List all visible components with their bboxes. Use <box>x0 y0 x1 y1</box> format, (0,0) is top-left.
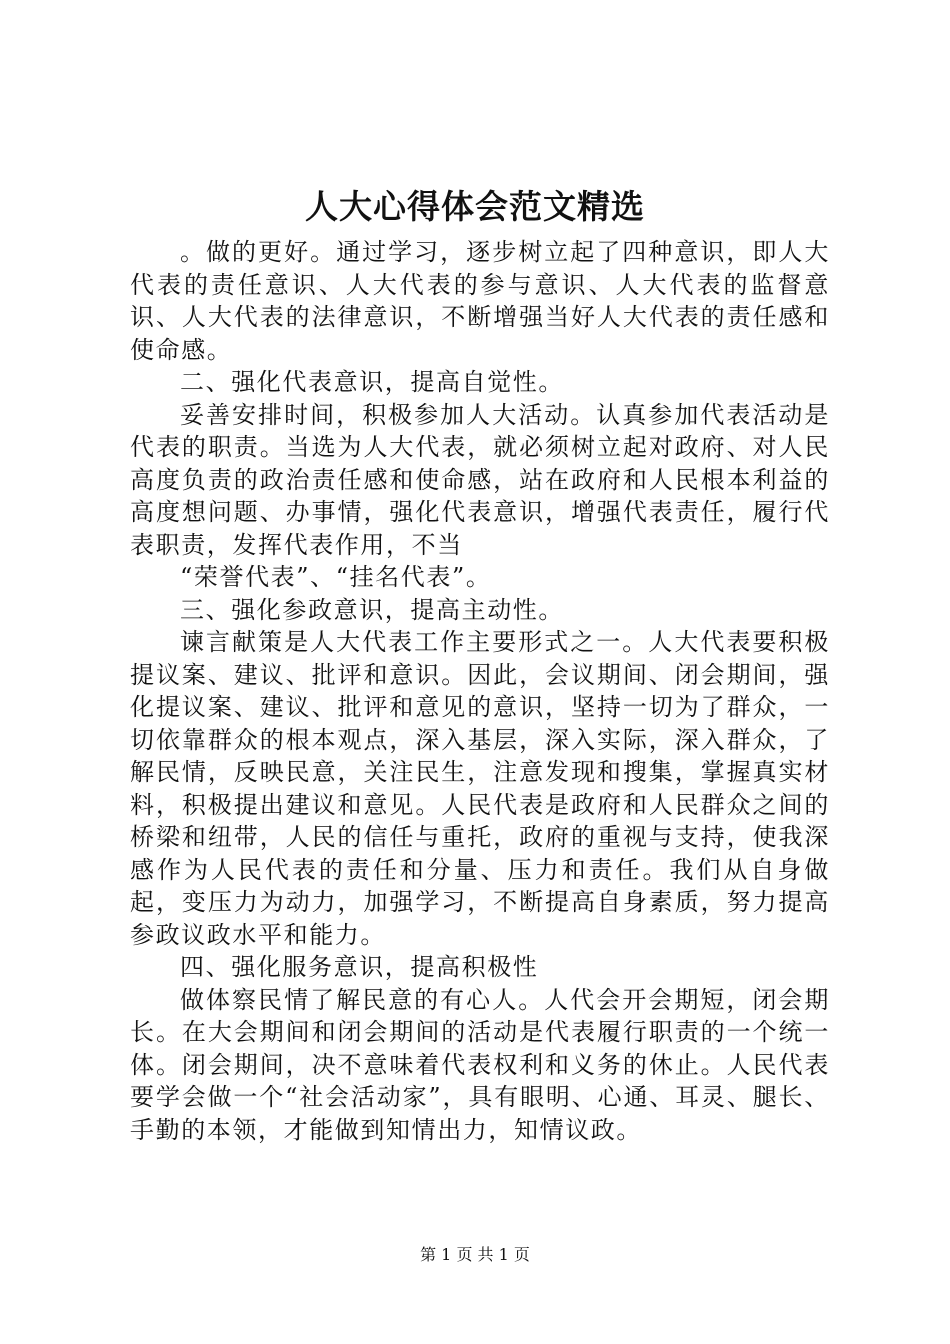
paragraph-section-2-continuation: “荣誉代表”、“挂名代表”。 <box>180 563 492 591</box>
paragraph-section-2: 妥善安排时间，积极参加人大活动。认真参加代表活动是代表的职责。当选为人大代表，就必须树立起对政府、对人民高度负责的政治责任感和使命感，站在政府和人民根本利益的高度想问题、办事情，强化代表意识，增强代表责任，履行代表职责，发挥代表作用，不当 <box>130 400 830 559</box>
section-heading-3: 三、强化参政意识，提高主动性。 <box>180 595 564 624</box>
section-heading-2: 二、强化代表意识，提高自觉性。 <box>180 368 564 396</box>
section-heading-4: 四、强化服务意识，提高积极性 <box>180 953 539 981</box>
document-body <box>130 236 830 1146</box>
paragraph-section-4: 做体察民情了解民意的有心人。人代会开会期短，闭会期长。在大会期间和闭会期间的活动是代表履行职责的一个统一体。闭会期间，决不意味着代表权利和义务的休止。人民代表要学会做一个“社会活动家”，具有眼明、心通、耳灵、腿长、手勤的本领，才能做到知情出力，知情议政。 <box>130 985 830 1144</box>
page-footer: 第 1 页 共 1 页 <box>420 1245 530 1264</box>
document-title: 人大心得体会范文精选 <box>305 187 645 226</box>
paragraph-section-3: 谏言献策是人大代表工作主要形式之一。人大代表要积极提议案、建议、批评和意识。因此，会议期间、闭会期间，强化提议案、建议、批评和意见的意识，坚持一切为了群众，一切依靠群众的根本观点，深入基层，深入实际，深入群众，了解民情，反映民意，关注民生，注意发现和搜集，掌握真实材料，积极提出建议和意见。人民代表是政府和人民群众之间的桥梁和纽带，人民的信任与重托，政府的重视与支持，使我深感作为人民代表的责任和分量、压力和责任。我们从自身做起，变压力为动力，加强学习，不断提高自身素质，努力提高参政议政水平和能力。 <box>130 628 830 949</box>
paragraph-intro: 。做的更好。通过学习，逐步树立起了四种意识，即人大代表的责任意识、人大代表的参与意识、人大代表的监督意识、人大代表的法律意识，不断增强当好人大代表的责任感和使命感。 <box>130 238 830 364</box>
